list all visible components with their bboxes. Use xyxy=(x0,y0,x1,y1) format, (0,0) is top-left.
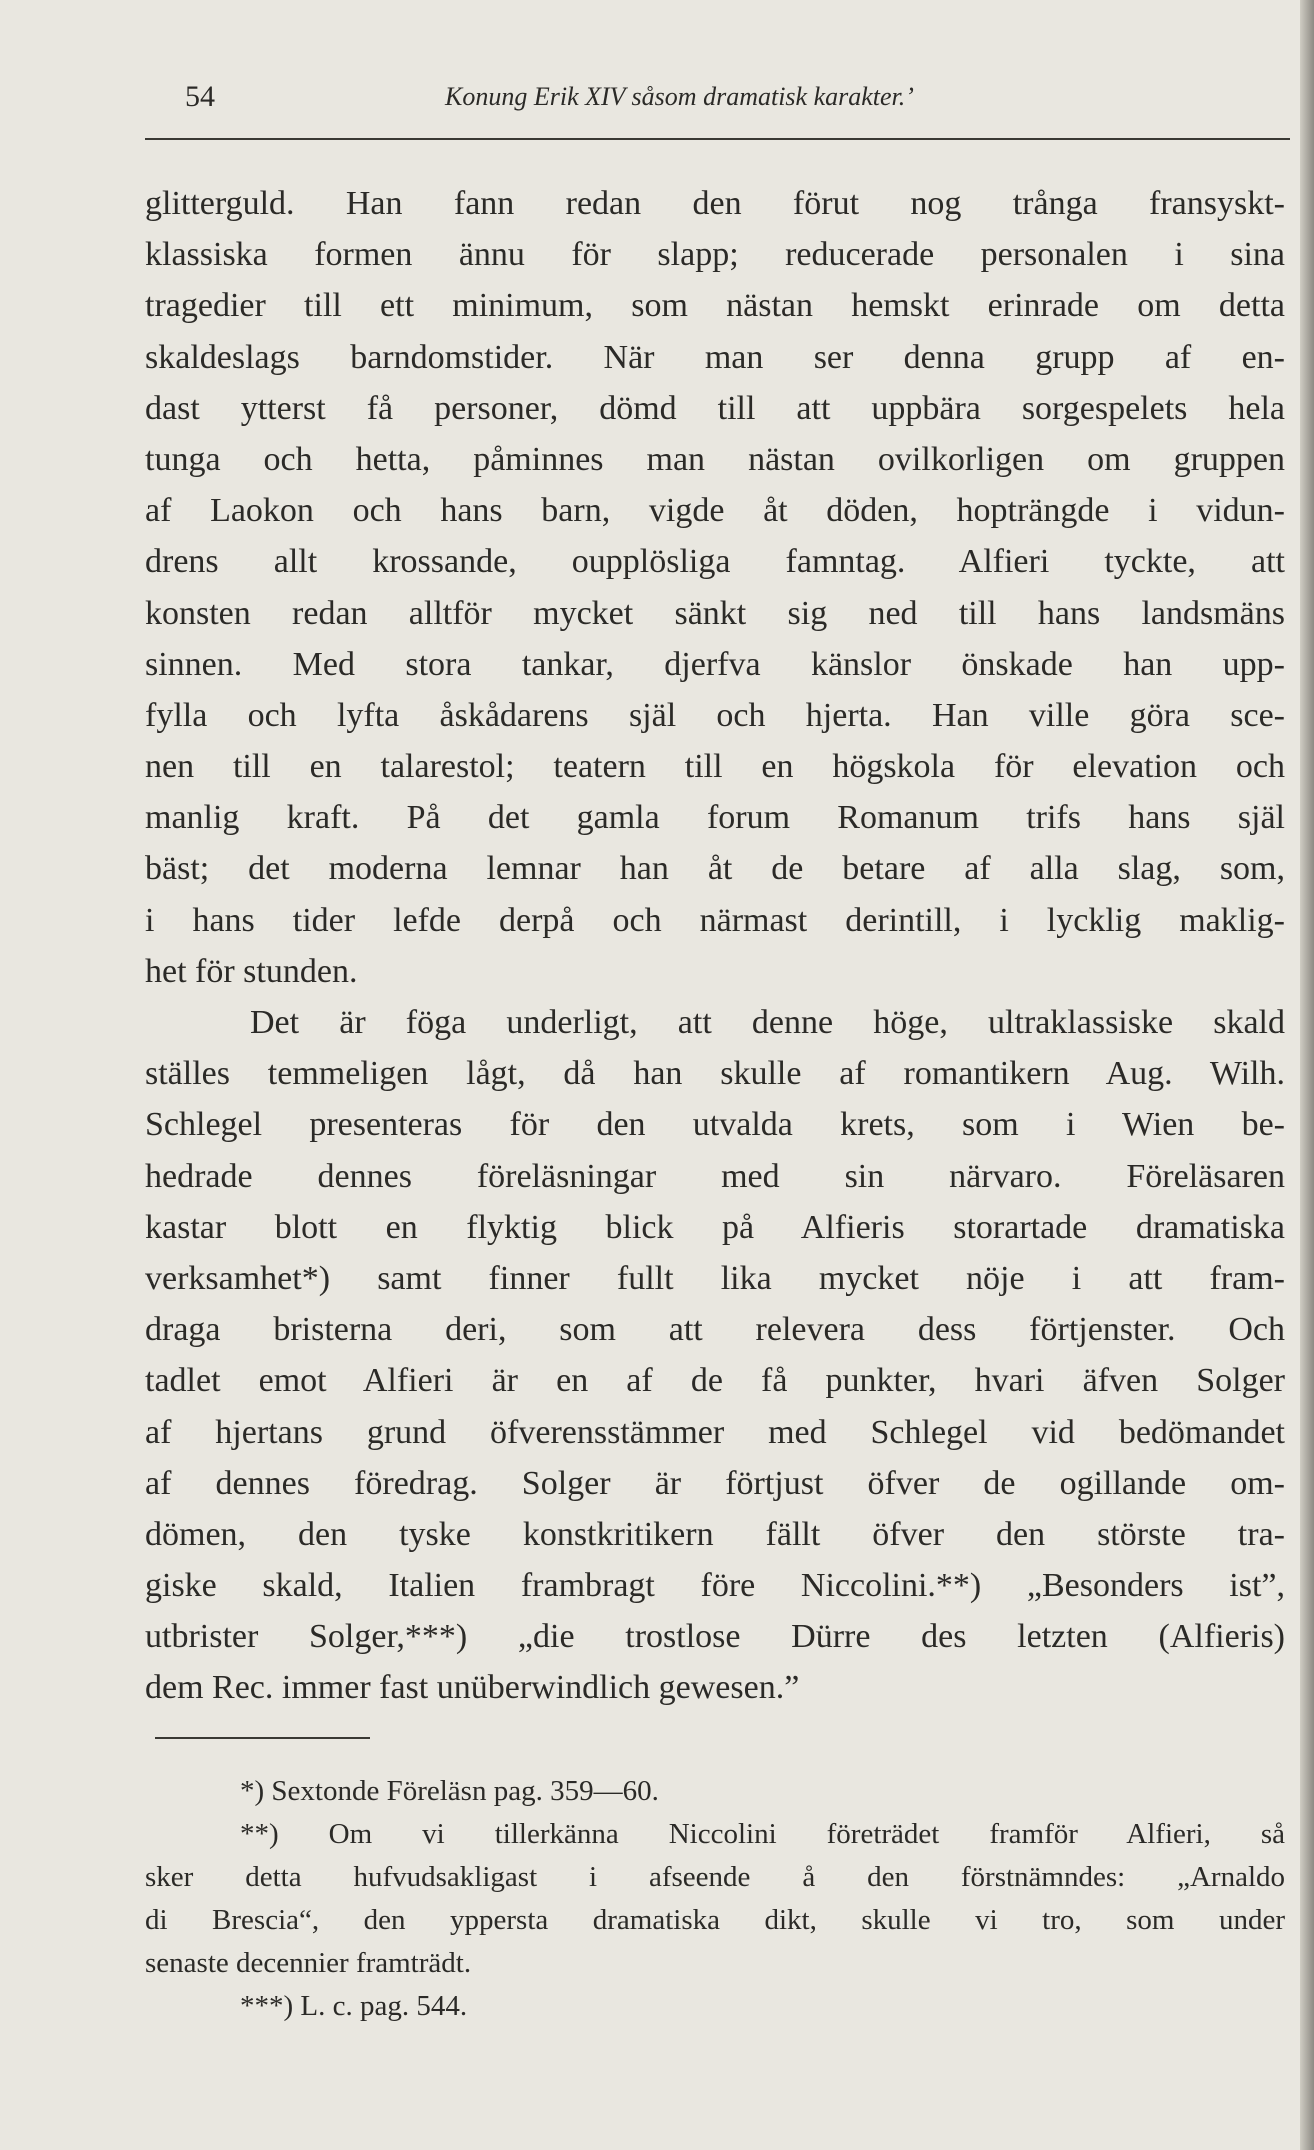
text-line: af Laokon och hans barn, vigde åt döden, hopträngde i vidun- xyxy=(145,492,1285,530)
text-line: verksamhet*) samt finner fullt lika mycket nöje i att fram- xyxy=(145,1259,1285,1297)
text-line: dem Rec. immer fast unüberwindlich gewesen.” xyxy=(145,1669,800,1707)
text-line: manlig kraft. På det gamla forum Romanum trifs hans själ xyxy=(145,799,1285,837)
text-line: tadlet emot Alfieri är en af de få punkter, hvari äfven Solger xyxy=(145,1362,1285,1400)
text-line: klassiska formen ännu för slapp; reducerade personalen i sina xyxy=(145,236,1285,274)
text-line: glitterguld. Han fann redan den förut nog trånga fransyskt- xyxy=(145,185,1285,222)
footnote-line: *) Sextonde Föreläsn pag. 359—60. xyxy=(240,1775,659,1807)
footnote-rule xyxy=(155,1737,370,1739)
text-line: giske skald, Italien frambragt före Niccolini.**) „Besonders ist”, xyxy=(145,1567,1285,1605)
text-line: af hjertans grund öfverensstämmer med Schlegel vid bedömandet xyxy=(145,1413,1285,1451)
header-rule xyxy=(145,138,1290,140)
footnote-line: **) Om vi tillerkänna Niccolini företrädet framför Alfieri, så xyxy=(240,1818,1285,1850)
text-line: tragedier till ett minimum, som nästan hemskt erinrade om detta xyxy=(145,287,1285,325)
text-line: kastar blott en flyktig blick på Alfieris storartade dramatiska xyxy=(145,1208,1285,1246)
text-line: skaldeslags barndomstider. När man ser denna grupp af en- xyxy=(145,338,1285,376)
page-header xyxy=(145,75,1290,119)
text-line: nen till en talarestol; teatern till en högskola för elevation och xyxy=(145,748,1285,786)
text-line: draga bristerna deri, som att relevera dess förtjenster. Och xyxy=(145,1311,1285,1349)
footnote-line: ***) L. c. pag. 544. xyxy=(240,1990,468,2022)
running-title: Konung Erik XIV såsom dramatisk karakter.’ xyxy=(445,82,914,111)
text-line: ställes temmeligen lågt, då han skulle af romantikern Aug. Wilh. xyxy=(145,1055,1285,1093)
footnotes xyxy=(145,1770,1285,2028)
footnote-line: sker detta hufvudsakligast i afseende å den förstnämndes: „Arnaldo xyxy=(145,1861,1285,1893)
text-line: utbrister Solger,***) „die trostlose Dürre des letzten (Alfieris) xyxy=(145,1618,1285,1656)
text-line: hedrade dennes föreläsningar med sin närvaro. Föreläsaren xyxy=(145,1157,1285,1195)
text-line: i hans tider lefde derpå och närmast derintill, i lycklig maklig- xyxy=(145,901,1285,939)
page-edge xyxy=(1300,0,1314,2150)
text-line: bäst; det moderna lemnar han åt de betare af alla slag, som, xyxy=(145,850,1285,888)
page-number: 54 xyxy=(185,80,215,113)
text-line: fylla och lyfta åskådarens själ och hjerta. Han ville göra sce- xyxy=(145,696,1285,734)
text-line: Schlegel presenteras för den utvalda krets, som i Wien be- xyxy=(145,1106,1285,1144)
text-line: sinnen. Med stora tankar, djerfva känslor önskade han upp- xyxy=(145,645,1285,683)
text-line: dömen, den tyske konstkritikern fällt öfver den störste tra- xyxy=(145,1515,1285,1553)
footnote-line: senaste decennier framträdt. xyxy=(145,1947,472,1979)
text-line: drens allt krossande, oupplösliga famntag. Alfieri tyckte, att xyxy=(145,543,1285,581)
text-line: tunga och hetta, påminnes man nästan ovilkorligen om gruppen xyxy=(145,440,1285,478)
footnote-line: di Brescia“, den yppersta dramatiska dikt, skulle vi tro, som under xyxy=(145,1904,1285,1936)
text-line: Det är föga underligt, att denne höge, ultraklassiske skald xyxy=(250,1004,1285,1041)
text-line: het för stunden. xyxy=(145,952,358,990)
body-text xyxy=(145,178,1285,1714)
text-line: konsten redan alltför mycket sänkt sig ned till hans landsmäns xyxy=(145,594,1285,632)
text-line: dast ytterst få personer, dömd till att uppbära sorgespelets hela xyxy=(145,389,1285,427)
text-line: af dennes föredrag. Solger är förtjust öfver de ogillande om- xyxy=(145,1464,1285,1502)
